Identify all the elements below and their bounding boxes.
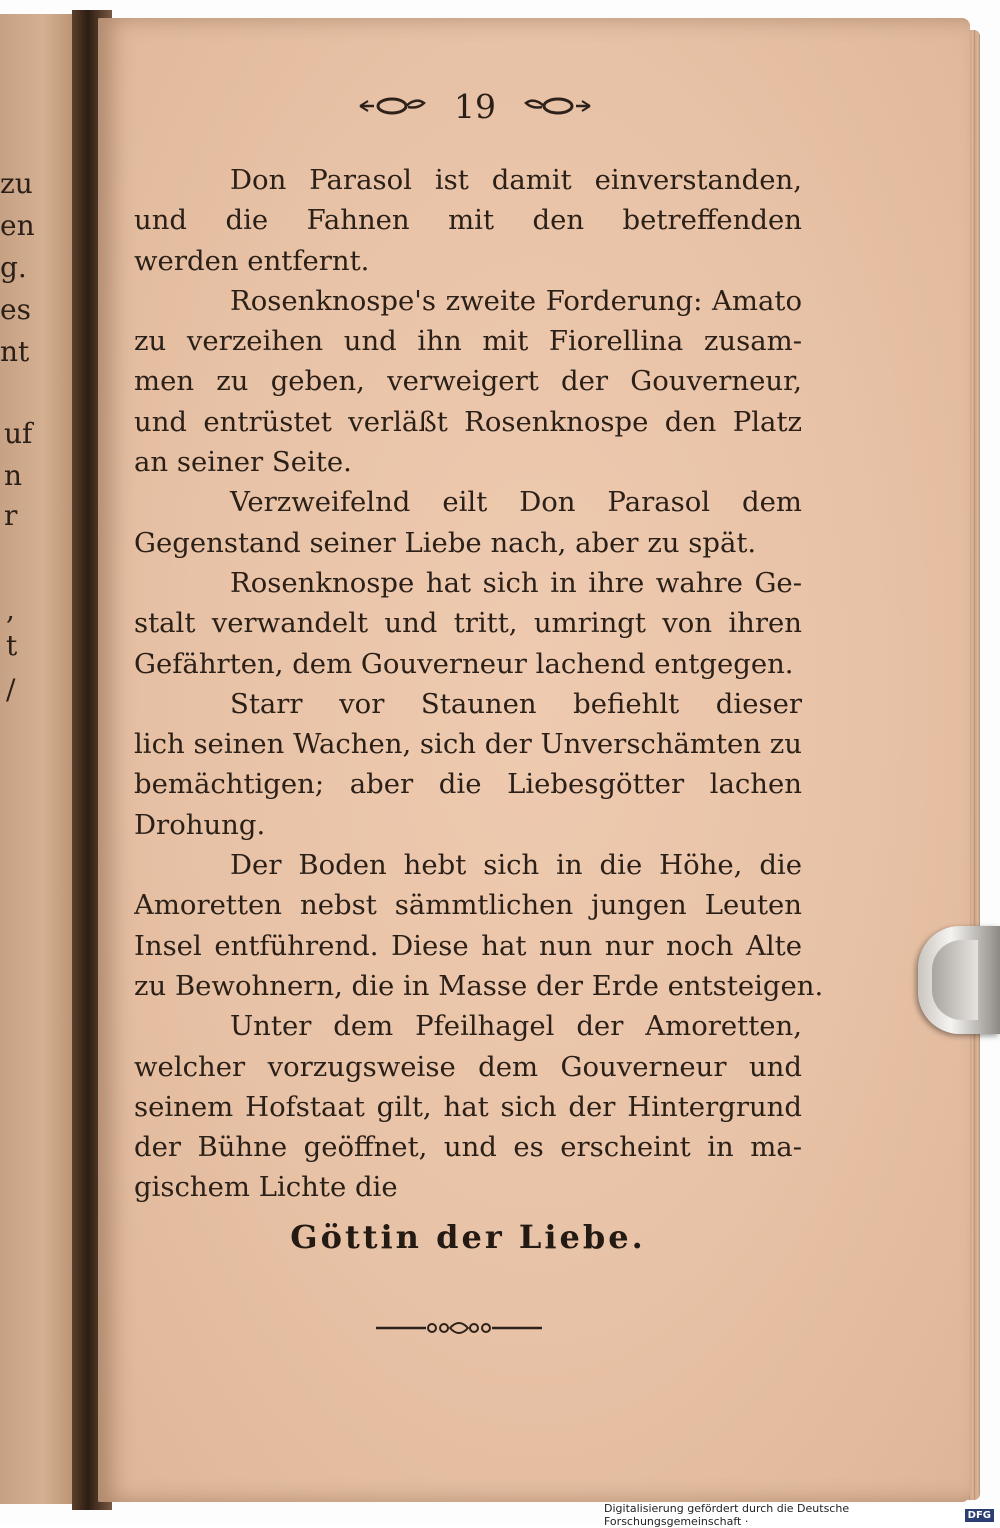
text-line: Verzweifelnd eilt Don Parasol dem — [230, 486, 802, 519]
text-line: zu Bewohnern, die in Masse der Erde entsteigen. — [134, 969, 824, 1002]
text-line: Insel entführend. Diese hat nun nur noch Alte — [134, 929, 802, 962]
text-line: Rosenknospe's zweite Forderung: Amato — [230, 284, 802, 317]
paragraph — [134, 1006, 802, 1207]
text-line: stalt verwandelt und tritt, umringt von ihren — [134, 607, 802, 640]
left-ornament-icon — [358, 95, 428, 117]
text-line: Gegenstand seiner Liebe nach, aber zu spät. — [134, 526, 757, 559]
previous-page-fragment: , — [6, 593, 15, 626]
text-line: welcher vorzugsweise dem Gouverneur und — [134, 1050, 802, 1083]
text-line: Starr vor Staunen befiehlt dieser — [230, 687, 802, 720]
previous-page-fragment: t — [6, 629, 18, 662]
previous-page-fragment: n — [4, 459, 23, 492]
page-clip — [918, 926, 1000, 1034]
dfg-logo: DFG — [965, 1509, 994, 1522]
text-line: werden entfernt. — [134, 244, 370, 277]
text-line: Unter dem Pfeilhagel der Amoretten, — [230, 1010, 802, 1043]
text-line: Der Boden hebt sich in die Höhe, die — [230, 849, 802, 882]
previous-page-fragment: en — [0, 209, 35, 242]
text-line: men zu geben, verweigert der Gouverneur, — [134, 365, 802, 398]
text-line: lich seinen Wachen, sich der Unverschämten zu — [134, 728, 802, 761]
text-line: Rosenknospe hat sich in ihre wahre Ge- — [230, 566, 802, 599]
paragraph — [134, 482, 802, 563]
right-ornament-icon — [522, 95, 592, 117]
text-line: gischem Lichte die — [134, 1171, 398, 1204]
text-line: zu verzeihen und ihn mit Fiorellina zusam- — [134, 325, 802, 358]
credit-text: Digitalisierung gefördert durch die Deutsche Forschungsgemeinschaft · — [604, 1502, 850, 1528]
previous-page-fragment: es — [0, 293, 31, 326]
paragraph — [134, 160, 802, 281]
text-line: der Bühne geöffnet, und es erscheint in ma- — [134, 1131, 802, 1164]
previous-page-fragment: zu — [0, 167, 33, 200]
previous-page-fragment: nt — [0, 335, 30, 368]
text-line: Drohung. — [134, 808, 266, 841]
running-head — [340, 84, 610, 128]
closing-heading: Göttin der Liebe. — [290, 1218, 646, 1256]
previous-page-fragment: r — [4, 499, 18, 532]
text-line: Gefährten, dem Gouverneur lachend entgegen. — [134, 647, 794, 680]
page-number: 19 — [454, 86, 496, 126]
body-text — [134, 160, 824, 1208]
previous-page-fragment: uf — [4, 417, 33, 450]
digitization-credit — [604, 1502, 1000, 1528]
text-line: an seiner Seite. — [134, 446, 352, 479]
paragraph — [134, 684, 802, 845]
paragraph — [134, 281, 802, 482]
previous-page-fragment: / — [6, 673, 16, 706]
text-line: Amoretten nebst sämmtlichen jungen Leuten — [134, 889, 802, 922]
previous-page-fragment: g. — [0, 251, 27, 284]
text-line: und entrüstet verläßt Rosenknospe den Platz — [134, 405, 802, 438]
text-line: seinem Hofstaat gilt, hat sich der Hintergrund — [134, 1090, 802, 1123]
end-ornament-icon — [376, 1318, 542, 1338]
text-line: Don Parasol ist damit einverstanden, — [230, 164, 802, 196]
text-line: bemächtigen; aber die Liebesgötter lachen — [134, 768, 802, 801]
paragraph — [134, 845, 824, 1006]
paragraph — [134, 563, 802, 684]
text-line: und die Fahnen mit den betreffenden — [134, 204, 802, 237]
